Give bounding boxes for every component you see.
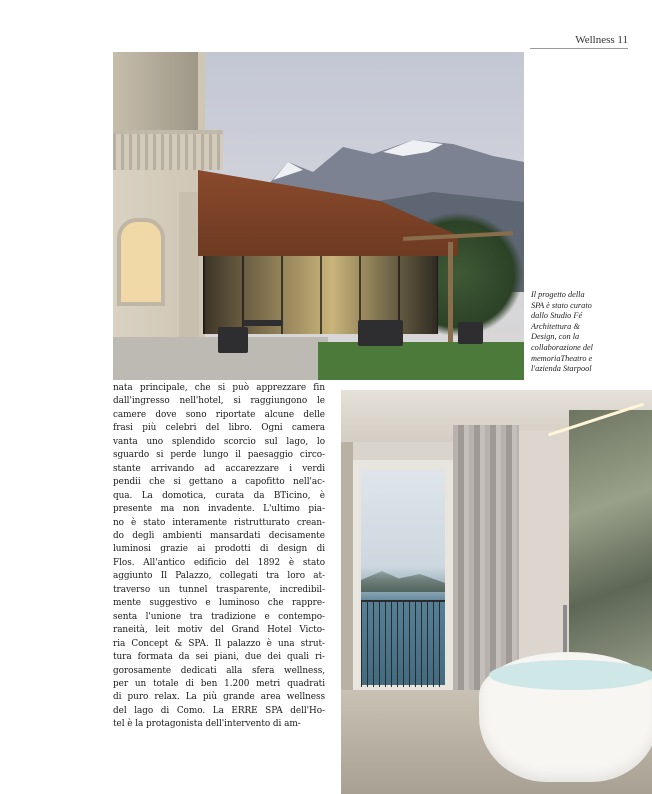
caption-line: dallo Studio Fé: [531, 311, 583, 321]
body-line: mente suggestivo e luminoso che rappre-: [113, 598, 325, 609]
body-line: Flos. All'antico edificio del 1892 è stato: [113, 557, 325, 568]
balcony-railing: [361, 600, 445, 687]
body-line: frasi più celebri del libro. Ogni camera: [113, 423, 325, 434]
section-label: Wellness 11: [575, 34, 628, 46]
article-body: [113, 382, 325, 732]
body-line: do degli ambienti mansardati decisamente: [113, 530, 325, 541]
body-line: luminosi grazie ai prodotti di design di: [113, 544, 325, 555]
body-line: traverso un tunnel trasparente, incredibil-: [113, 584, 325, 595]
body-line: vanta uno splendido scorcio sul lago, lo: [113, 436, 325, 447]
body-line: nata principale, che si può apprezzare fin: [113, 383, 325, 393]
page-header-section: [575, 34, 628, 46]
body-line: senta l'unione tra tradizione e contempo-: [113, 611, 325, 622]
terrace-table: [243, 320, 283, 326]
caption-line: Architettura &: [531, 321, 580, 331]
bathroom-photo: [341, 390, 652, 794]
tub-water: [489, 660, 652, 690]
body-line: stante arrivando ad accarezzare i verdi: [113, 463, 325, 474]
caption-line: Il progetto della: [531, 290, 585, 299]
header-rule: [530, 48, 628, 49]
body-line: dall'ingresso nell'hotel, si raggiungono le: [113, 396, 325, 407]
pergola-post: [448, 242, 453, 357]
caption-line: l'azienda Starpool: [531, 364, 592, 374]
body-line: raneità, leit motiv del Grand Hotel Victo-: [113, 625, 325, 636]
body-line: presente ma non invadente. L'ultimo pia-: [113, 504, 325, 515]
terrace-chair: [218, 327, 248, 353]
body-line: per un totale di ben 1.200 metri quadrati: [113, 678, 325, 689]
body-line: ria Concept & SPA. Il palazzo è una strut-: [113, 638, 325, 649]
body-line: del lago di Como. La ERRE SPA dell'Ho-: [113, 705, 325, 716]
caption-line: collaborazione del: [531, 342, 593, 352]
body-line: tura formata da sei piani, due dei quali ri-: [113, 652, 325, 663]
lawn: [318, 342, 524, 380]
caption-line: Design, con la: [531, 332, 580, 342]
photo-caption: [531, 290, 631, 375]
body-line: tel è la protagonista dell'intervento di am-: [113, 719, 301, 730]
hotel-balcony: [113, 130, 223, 170]
body-line: pendii che si gettano a capofitto nell'ac-: [113, 477, 325, 488]
caption-line: memoriaTheatro e: [531, 353, 593, 363]
caption-line: SPA è stato curato: [531, 300, 592, 310]
hotel-arched-window: [117, 218, 165, 306]
body-line: qua. La domotica, curata da BTicino, è: [113, 490, 325, 501]
body-line: sguardo si perde lungo il paesaggio circo-: [113, 450, 325, 461]
lounge-chair: [358, 320, 403, 346]
body-line: gorosamente dedicati alla sfera wellness,: [113, 665, 325, 676]
hotel-upper-floor: [113, 52, 198, 130]
hotel-spa-photo: [113, 52, 524, 380]
hotel-pillar: [179, 192, 199, 342]
lounge-chair: [458, 322, 483, 344]
body-line: aggiunto Il Palazzo, collegati tra loro at-: [113, 571, 325, 582]
body-line: no è stato interamente ristrutturato crean-: [113, 517, 325, 528]
body-line: di puro relax. La più grande area wellness: [113, 692, 325, 703]
body-line: camere dove sono riportate alcune delle: [113, 409, 325, 420]
